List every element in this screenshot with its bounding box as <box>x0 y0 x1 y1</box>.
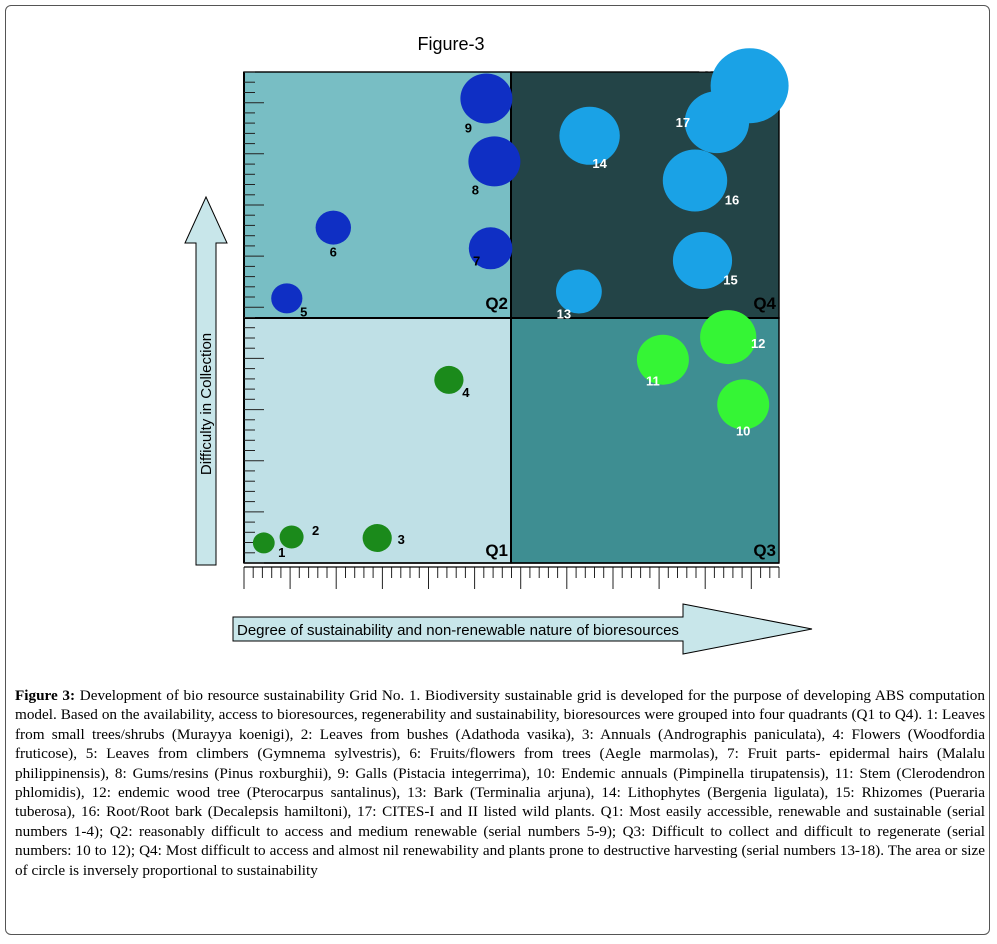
data-point-10 <box>717 379 769 429</box>
x-axis-label: Degree of sustainability and non-renewable nature of bioresources <box>237 622 679 639</box>
data-point-18 <box>711 48 789 123</box>
data-label-12: 12 <box>750 336 766 352</box>
data-label-13: 13 <box>556 306 572 322</box>
y-axis-arrow <box>185 197 227 565</box>
data-point-12 <box>700 310 756 364</box>
data-point-2 <box>280 526 304 549</box>
data-point-5 <box>271 283 302 313</box>
quadrant-label-q1: Q1 <box>485 541 508 560</box>
y-axis-label: Difficulty in Collection <box>198 332 215 476</box>
data-label-18: 18 <box>698 59 713 75</box>
data-point-3 <box>363 524 392 552</box>
data-point-11 <box>637 335 689 385</box>
data-label-9: 9 <box>464 120 473 136</box>
quadrant-label-q4: Q4 <box>753 294 776 313</box>
data-label-8: 8 <box>471 182 480 198</box>
data-label-15: 15 <box>723 272 738 288</box>
data-label-6: 6 <box>329 244 337 260</box>
data-label-2: 2 <box>311 523 320 538</box>
data-point-1 <box>253 532 275 553</box>
data-label-17: 17 <box>675 115 691 131</box>
x-axis-arrow <box>233 604 812 654</box>
data-point-9 <box>460 74 512 124</box>
quadrant-label-q2: Q2 <box>485 294 508 313</box>
caption-label: Figure 3: <box>15 687 76 704</box>
data-label-1: 1 <box>278 544 286 560</box>
data-label-5: 5 <box>300 304 308 320</box>
data-point-16 <box>663 150 727 212</box>
data-label-11: 11 <box>646 373 660 389</box>
data-label-10: 10 <box>735 423 751 439</box>
data-point-4 <box>434 366 463 394</box>
data-point-14 <box>559 107 619 165</box>
data-label-14: 14 <box>592 155 607 171</box>
data-point-6 <box>316 211 351 245</box>
quadrant-label-q3: Q3 <box>753 541 776 560</box>
caption-text: Development of bio resource sustainability Grid No. 1. Biodiversity sustainable grid is developed for the purpose of developing ABS computation model. Based on the availability, access to bioresources, regenerability and sustainability, bioresources were grouped into four quadrants (Q1 to Q4). 1: Leaves from small trees/shrubs (Murayya koenigi), 2: Leaves from bushes (Adathoda vasika), 3: Annuals (Andrographis paniculata), 4: Flowers (Woodfordia fruticose), 5: Leaves from climbers (Gymnema sylvestris), 6: Fruits/flowers from trees (Aegle marmolas), 7: Fruit parts- epidermal hairs (Malalu philippinensis), 8: Gums/resins (Pinus roxburghii), 9: Galls (Pistacia integerrima), 10: Endemic annuals (Pimpinella tirupatensis), 11: Stem (Clerodendron phlomidis), 12: endemic wood tree (Pterocarpus santalinus), 13: Bark (Terminalia arjuna), 14: Lithophytes (Bergenia ligulata), 15: Rhizomes (Pueraria tuberosa), 16: Root/Root bark (Decalepsis hamiltoni), 17: CITES-I and II listed wild plants. Q1: Most easily accessible, renewable and sustainable (serial numbers 1-4); Q2: reasonably difficult to access and medium renewable (serial numbers 5-9); Q3: Difficult to collect and difficult to regenerate (serial numbers: 10 to 12); Q4: Most difficult to access and almost nil renewability and plants prone to destructive harvesting (serial numbers 13-18). The area or size of circle is inversely proportional to sustainability <box>15 687 985 879</box>
data-label-3: 3 <box>397 532 405 547</box>
data-label-16: 16 <box>724 192 740 208</box>
figure-caption <box>15 686 985 880</box>
data-label-7: 7 <box>472 253 481 269</box>
data-point-8 <box>468 136 520 186</box>
figure-title: Figure-3 <box>417 34 485 54</box>
data-label-4: 4 <box>462 384 470 400</box>
